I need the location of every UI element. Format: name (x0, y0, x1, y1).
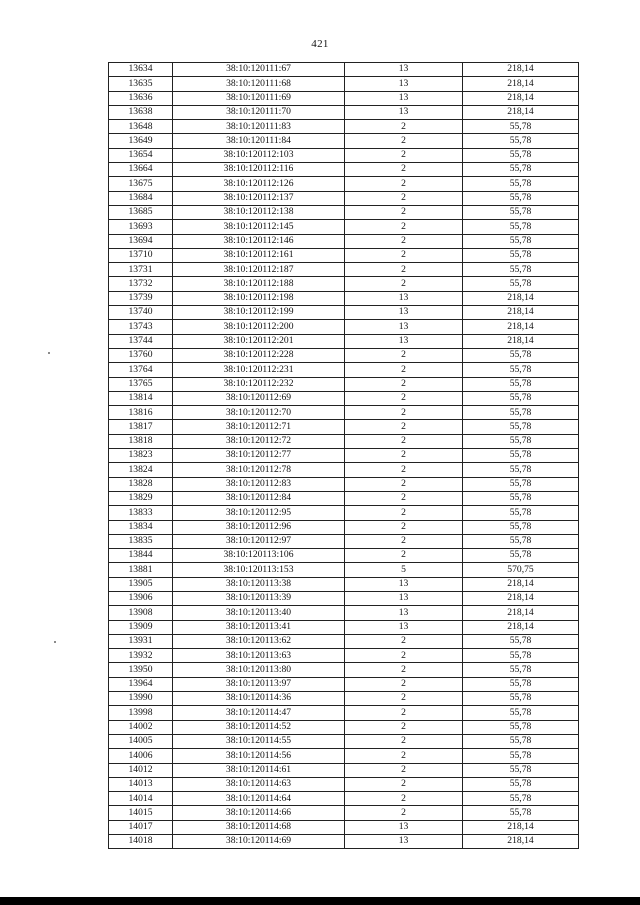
row-number-cell: 13833 (109, 506, 173, 520)
cadastral-number-cell: 38:10:120111:67 (173, 63, 345, 77)
table-row (109, 563, 579, 577)
row-number-cell: 13909 (109, 620, 173, 634)
amount-cell: 55,78 (463, 749, 579, 763)
row-number-cell: 13649 (109, 134, 173, 148)
cadastral-number-cell: 38:10:120112:103 (173, 148, 345, 162)
count-cell: 2 (345, 434, 463, 448)
amount-cell: 55,78 (463, 463, 579, 477)
count-cell: 2 (345, 720, 463, 734)
row-number-cell: 13744 (109, 334, 173, 348)
table-row (109, 620, 579, 634)
row-number-cell: 13950 (109, 663, 173, 677)
table-row (109, 406, 579, 420)
amount-cell: 55,78 (463, 363, 579, 377)
row-number-cell: 13844 (109, 549, 173, 563)
cadastral-number-cell: 38:10:120111:84 (173, 134, 345, 148)
row-number-cell: 13732 (109, 277, 173, 291)
amount-cell: 218,14 (463, 306, 579, 320)
cadastral-number-cell: 38:10:120114:63 (173, 777, 345, 791)
amount-cell: 55,78 (463, 205, 579, 219)
row-number-cell: 13740 (109, 306, 173, 320)
row-number-cell: 13818 (109, 434, 173, 448)
amount-cell: 55,78 (463, 506, 579, 520)
cadastral-number-cell: 38:10:120114:61 (173, 763, 345, 777)
table-row (109, 163, 579, 177)
table-row (109, 205, 579, 219)
row-number-cell: 13636 (109, 91, 173, 105)
cadastral-number-cell: 38:10:120112:97 (173, 534, 345, 548)
cadastral-number-cell: 38:10:120111:83 (173, 120, 345, 134)
table-row (109, 420, 579, 434)
amount-cell: 55,78 (463, 406, 579, 420)
cadastral-number-cell: 38:10:120111:68 (173, 77, 345, 91)
row-number-cell: 14006 (109, 749, 173, 763)
table-row (109, 477, 579, 491)
amount-cell: 218,14 (463, 334, 579, 348)
row-number-cell: 13634 (109, 63, 173, 77)
table-row (109, 534, 579, 548)
cadastral-number-cell: 38:10:120112:126 (173, 177, 345, 191)
table-row (109, 391, 579, 405)
cadastral-number-cell: 38:10:120112:187 (173, 263, 345, 277)
count-cell: 2 (345, 734, 463, 748)
scan-border (0, 897, 640, 905)
cadastral-number-cell: 38:10:120113:106 (173, 549, 345, 563)
amount-cell: 218,14 (463, 320, 579, 334)
count-cell: 2 (345, 163, 463, 177)
amount-cell: 218,14 (463, 105, 579, 119)
amount-cell: 55,78 (463, 277, 579, 291)
count-cell: 2 (345, 649, 463, 663)
count-cell: 2 (345, 749, 463, 763)
table-row (109, 220, 579, 234)
table-row (109, 434, 579, 448)
amount-cell: 55,78 (463, 449, 579, 463)
cadastral-number-cell: 38:10:120114:55 (173, 734, 345, 748)
row-number-cell: 13760 (109, 348, 173, 362)
table-row (109, 549, 579, 563)
amount-cell: 55,78 (463, 220, 579, 234)
count-cell: 2 (345, 177, 463, 191)
cadastral-number-cell: 38:10:120114:52 (173, 720, 345, 734)
table-row (109, 720, 579, 734)
amount-cell: 55,78 (463, 720, 579, 734)
cadastral-number-cell: 38:10:120112:199 (173, 306, 345, 320)
count-cell: 2 (345, 277, 463, 291)
row-number-cell: 13693 (109, 220, 173, 234)
table-row (109, 777, 579, 791)
row-number-cell: 13817 (109, 420, 173, 434)
row-number-cell: 13675 (109, 177, 173, 191)
table-row (109, 577, 579, 591)
amount-cell: 55,78 (463, 148, 579, 162)
row-number-cell: 14005 (109, 734, 173, 748)
count-cell: 2 (345, 134, 463, 148)
row-number-cell: 13990 (109, 692, 173, 706)
row-number-cell: 13764 (109, 363, 173, 377)
row-number-cell: 13829 (109, 491, 173, 505)
amount-cell: 55,78 (463, 434, 579, 448)
cadastral-number-cell: 38:10:120114:47 (173, 706, 345, 720)
cadastral-number-cell: 38:10:120113:63 (173, 649, 345, 663)
count-cell: 13 (345, 577, 463, 591)
row-number-cell: 13823 (109, 449, 173, 463)
amount-cell: 55,78 (463, 706, 579, 720)
count-cell: 2 (345, 792, 463, 806)
count-cell: 2 (345, 634, 463, 648)
count-cell: 2 (345, 777, 463, 791)
cadastral-number-cell: 38:10:120112:69 (173, 391, 345, 405)
scan-speck (54, 641, 56, 643)
row-number-cell: 13710 (109, 248, 173, 262)
amount-cell: 218,14 (463, 63, 579, 77)
table-row (109, 606, 579, 620)
table-row (109, 820, 579, 834)
count-cell: 2 (345, 406, 463, 420)
row-number-cell: 13964 (109, 677, 173, 691)
cadastral-number-cell: 38:10:120113:80 (173, 663, 345, 677)
amount-cell: 218,14 (463, 91, 579, 105)
cadastral-number-cell: 38:10:120112:201 (173, 334, 345, 348)
amount-cell: 218,14 (463, 620, 579, 634)
count-cell: 13 (345, 334, 463, 348)
table-row (109, 234, 579, 248)
amount-cell: 55,78 (463, 777, 579, 791)
cadastral-number-cell: 38:10:120113:39 (173, 591, 345, 605)
count-cell: 13 (345, 591, 463, 605)
cadastral-number-cell: 38:10:120112:145 (173, 220, 345, 234)
table-row (109, 449, 579, 463)
table-row (109, 491, 579, 505)
row-number-cell: 14013 (109, 777, 173, 791)
table-row (109, 835, 579, 849)
count-cell: 2 (345, 120, 463, 134)
cadastral-number-cell: 38:10:120114:68 (173, 820, 345, 834)
count-cell: 2 (345, 806, 463, 820)
count-cell: 5 (345, 563, 463, 577)
table-row (109, 520, 579, 534)
amount-cell: 55,78 (463, 634, 579, 648)
table-row (109, 120, 579, 134)
row-number-cell: 13881 (109, 563, 173, 577)
count-cell: 13 (345, 306, 463, 320)
amount-cell: 218,14 (463, 591, 579, 605)
count-cell: 13 (345, 63, 463, 77)
amount-cell: 55,78 (463, 734, 579, 748)
amount-cell: 55,78 (463, 391, 579, 405)
count-cell: 2 (345, 420, 463, 434)
count-cell: 2 (345, 377, 463, 391)
row-number-cell: 13816 (109, 406, 173, 420)
row-number-cell: 13905 (109, 577, 173, 591)
count-cell: 2 (345, 363, 463, 377)
row-number-cell: 13664 (109, 163, 173, 177)
cadastral-number-cell: 38:10:120113:62 (173, 634, 345, 648)
table-row (109, 591, 579, 605)
table-row (109, 63, 579, 77)
amount-cell: 55,78 (463, 549, 579, 563)
amount-cell: 55,78 (463, 177, 579, 191)
cadastral-number-cell: 38:10:120112:198 (173, 291, 345, 305)
cadastral-number-cell: 38:10:120113:97 (173, 677, 345, 691)
table-row (109, 320, 579, 334)
row-number-cell: 14012 (109, 763, 173, 777)
amount-cell: 218,14 (463, 820, 579, 834)
count-cell: 13 (345, 77, 463, 91)
cadastral-number-cell: 38:10:120112:137 (173, 191, 345, 205)
amount-cell: 55,78 (463, 248, 579, 262)
count-cell: 2 (345, 706, 463, 720)
count-cell: 13 (345, 820, 463, 834)
cadastral-number-cell: 38:10:120114:56 (173, 749, 345, 763)
row-number-cell: 13739 (109, 291, 173, 305)
amount-cell: 55,78 (463, 420, 579, 434)
scan-speck (48, 352, 50, 354)
amount-cell: 218,14 (463, 606, 579, 620)
cadastral-number-cell: 38:10:120112:138 (173, 205, 345, 219)
table-row (109, 191, 579, 205)
table-row (109, 649, 579, 663)
row-number-cell: 13638 (109, 105, 173, 119)
table-row (109, 177, 579, 191)
cadastral-number-cell: 38:10:120112:146 (173, 234, 345, 248)
amount-cell: 55,78 (463, 520, 579, 534)
count-cell: 2 (345, 763, 463, 777)
cadastral-number-cell: 38:10:120112:232 (173, 377, 345, 391)
count-cell: 13 (345, 606, 463, 620)
cadastral-number-cell: 38:10:120114:69 (173, 835, 345, 849)
count-cell: 2 (345, 692, 463, 706)
row-number-cell: 13828 (109, 477, 173, 491)
row-number-cell: 14018 (109, 835, 173, 849)
amount-cell: 55,78 (463, 534, 579, 548)
table-row (109, 148, 579, 162)
table-row (109, 506, 579, 520)
table-row (109, 734, 579, 748)
amount-cell: 55,78 (463, 163, 579, 177)
amount-cell: 55,78 (463, 763, 579, 777)
row-number-cell: 13835 (109, 534, 173, 548)
cadastral-number-cell: 38:10:120113:38 (173, 577, 345, 591)
cadastral-number-cell: 38:10:120112:83 (173, 477, 345, 491)
count-cell: 2 (345, 263, 463, 277)
row-number-cell: 14002 (109, 720, 173, 734)
count-cell: 2 (345, 449, 463, 463)
cadastral-number-cell: 38:10:120114:64 (173, 792, 345, 806)
row-number-cell: 14014 (109, 792, 173, 806)
amount-cell: 55,78 (463, 263, 579, 277)
count-cell: 2 (345, 234, 463, 248)
cadastral-number-cell: 38:10:120111:70 (173, 105, 345, 119)
count-cell: 2 (345, 534, 463, 548)
table-row (109, 377, 579, 391)
amount-cell: 55,78 (463, 120, 579, 134)
amount-cell: 55,78 (463, 191, 579, 205)
cadastral-number-cell: 38:10:120111:69 (173, 91, 345, 105)
table-row (109, 749, 579, 763)
cadastral-number-cell: 38:10:120112:96 (173, 520, 345, 534)
cadastral-number-cell: 38:10:120112:72 (173, 434, 345, 448)
cadastral-number-cell: 38:10:120112:95 (173, 506, 345, 520)
amount-cell: 55,78 (463, 663, 579, 677)
row-number-cell: 13908 (109, 606, 173, 620)
cadastral-number-cell: 38:10:120112:200 (173, 320, 345, 334)
count-cell: 2 (345, 491, 463, 505)
row-number-cell: 13743 (109, 320, 173, 334)
amount-cell: 55,78 (463, 692, 579, 706)
amount-cell: 218,14 (463, 577, 579, 591)
amount-cell: 55,78 (463, 491, 579, 505)
row-number-cell: 13684 (109, 191, 173, 205)
table-row (109, 306, 579, 320)
page-number: 421 (311, 38, 329, 50)
count-cell: 2 (345, 506, 463, 520)
cadastral-number-cell: 38:10:120112:71 (173, 420, 345, 434)
cadastral-number-cell: 38:10:120113:153 (173, 563, 345, 577)
count-cell: 2 (345, 220, 463, 234)
amount-cell: 218,14 (463, 835, 579, 849)
table-row (109, 277, 579, 291)
row-number-cell: 14017 (109, 820, 173, 834)
table-row (109, 291, 579, 305)
row-number-cell: 13635 (109, 77, 173, 91)
count-cell: 2 (345, 148, 463, 162)
count-cell: 2 (345, 477, 463, 491)
count-cell: 2 (345, 663, 463, 677)
count-cell: 13 (345, 105, 463, 119)
amount-cell: 55,78 (463, 677, 579, 691)
cadastral-number-cell: 38:10:120112:231 (173, 363, 345, 377)
count-cell: 13 (345, 320, 463, 334)
row-number-cell: 13685 (109, 205, 173, 219)
count-cell: 2 (345, 677, 463, 691)
cadastral-number-cell: 38:10:120114:66 (173, 806, 345, 820)
table-row (109, 463, 579, 477)
cadastral-number-cell: 38:10:120114:36 (173, 692, 345, 706)
amount-cell: 55,78 (463, 377, 579, 391)
table-row (109, 134, 579, 148)
amount-cell: 570,75 (463, 563, 579, 577)
cadastral-number-cell: 38:10:120112:70 (173, 406, 345, 420)
row-number-cell: 13834 (109, 520, 173, 534)
count-cell: 2 (345, 391, 463, 405)
count-cell: 2 (345, 205, 463, 219)
cadastral-number-cell: 38:10:120112:161 (173, 248, 345, 262)
row-number-cell: 13654 (109, 148, 173, 162)
row-number-cell: 13906 (109, 591, 173, 605)
amount-cell: 55,78 (463, 134, 579, 148)
row-number-cell: 13731 (109, 263, 173, 277)
registry-table (108, 62, 579, 849)
table-row (109, 677, 579, 691)
count-cell: 13 (345, 835, 463, 849)
count-cell: 2 (345, 191, 463, 205)
table-row (109, 248, 579, 262)
count-cell: 2 (345, 549, 463, 563)
cadastral-number-cell: 38:10:120112:77 (173, 449, 345, 463)
table-row (109, 663, 579, 677)
cadastral-number-cell: 38:10:120113:40 (173, 606, 345, 620)
cadastral-number-cell: 38:10:120112:78 (173, 463, 345, 477)
table-row (109, 706, 579, 720)
table-row (109, 91, 579, 105)
count-cell: 2 (345, 463, 463, 477)
table-row (109, 334, 579, 348)
amount-cell: 218,14 (463, 77, 579, 91)
amount-cell: 55,78 (463, 806, 579, 820)
row-number-cell: 13765 (109, 377, 173, 391)
count-cell: 13 (345, 91, 463, 105)
count-cell: 13 (345, 291, 463, 305)
amount-cell: 55,78 (463, 348, 579, 362)
table-row (109, 692, 579, 706)
table-row (109, 806, 579, 820)
count-cell: 2 (345, 248, 463, 262)
table-row (109, 77, 579, 91)
amount-cell: 55,78 (463, 477, 579, 491)
amount-cell: 55,78 (463, 649, 579, 663)
table-row (109, 634, 579, 648)
row-number-cell: 13694 (109, 234, 173, 248)
count-cell: 2 (345, 520, 463, 534)
row-number-cell: 13814 (109, 391, 173, 405)
row-number-cell: 13998 (109, 706, 173, 720)
table-row (109, 105, 579, 119)
cadastral-number-cell: 38:10:120112:84 (173, 491, 345, 505)
count-cell: 2 (345, 348, 463, 362)
row-number-cell: 13648 (109, 120, 173, 134)
cadastral-number-cell: 38:10:120112:228 (173, 348, 345, 362)
row-number-cell: 13932 (109, 649, 173, 663)
table-row (109, 263, 579, 277)
table-row (109, 348, 579, 362)
row-number-cell: 14015 (109, 806, 173, 820)
table-row (109, 763, 579, 777)
table-row (109, 792, 579, 806)
registry-table-body (109, 63, 579, 849)
amount-cell: 55,78 (463, 234, 579, 248)
amount-cell: 218,14 (463, 291, 579, 305)
cadastral-number-cell: 38:10:120113:41 (173, 620, 345, 634)
row-number-cell: 13931 (109, 634, 173, 648)
amount-cell: 55,78 (463, 792, 579, 806)
count-cell: 13 (345, 620, 463, 634)
table-row (109, 363, 579, 377)
cadastral-number-cell: 38:10:120112:116 (173, 163, 345, 177)
row-number-cell: 13824 (109, 463, 173, 477)
cadastral-number-cell: 38:10:120112:188 (173, 277, 345, 291)
